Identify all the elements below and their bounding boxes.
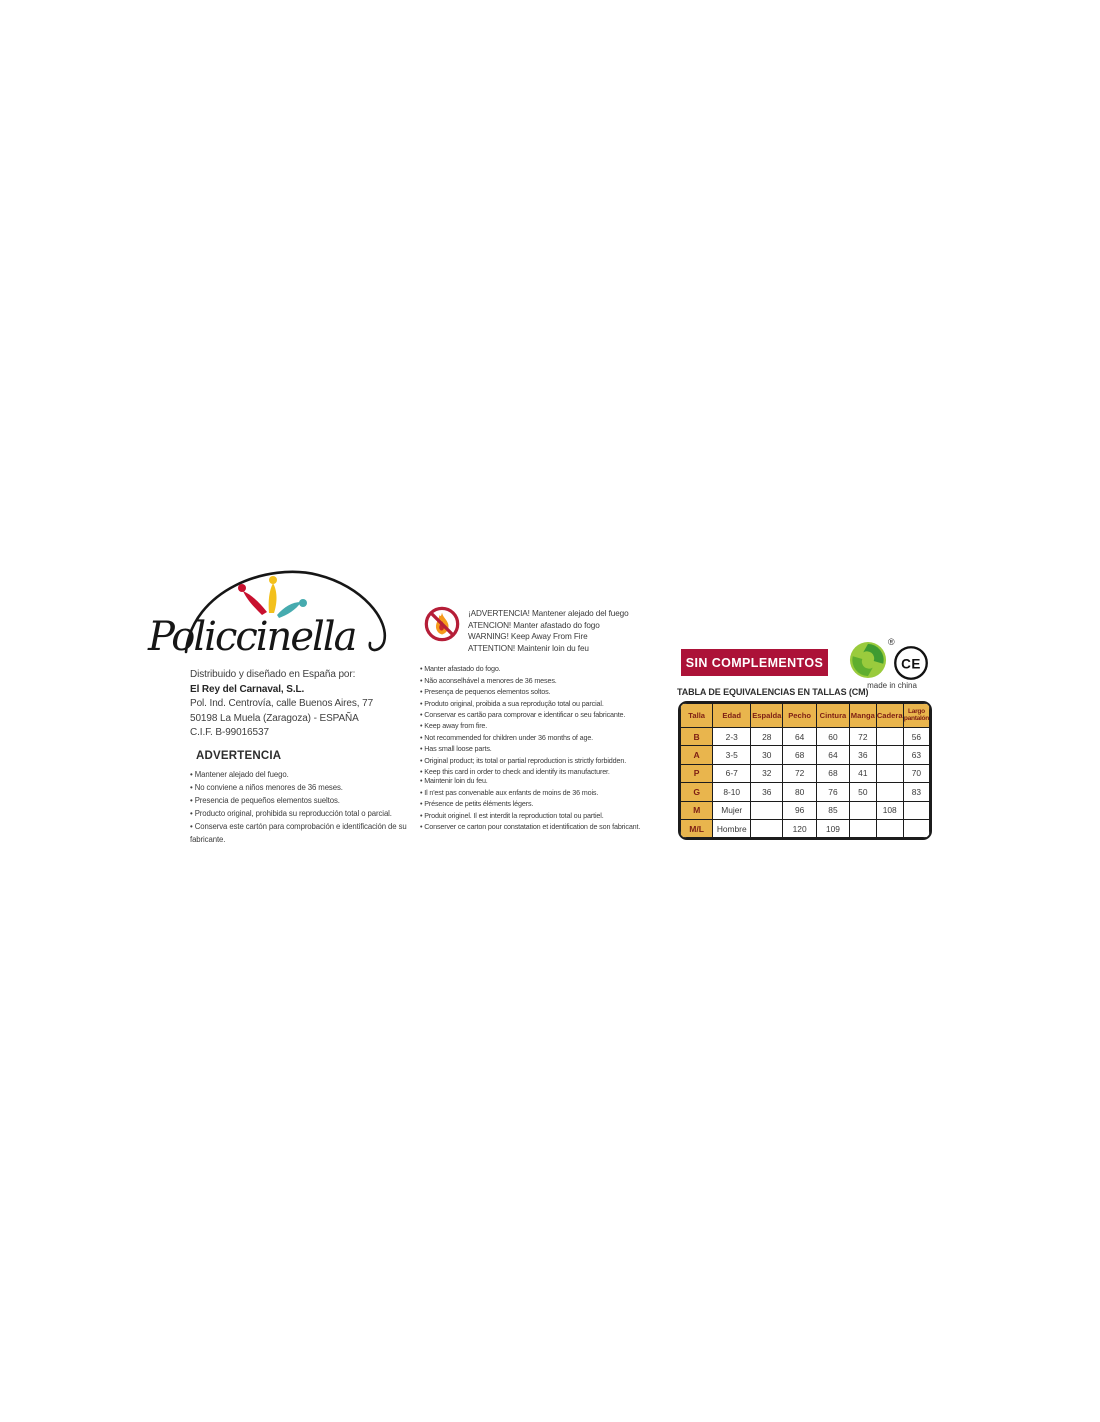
size-value-cell: 3-5 [713,746,751,764]
bullet-item: • Has small loose parts. [420,743,672,755]
size-value-cell: 96 [783,801,816,819]
bullet-item: • Presencia de pequeños elementos sueltos. [190,794,424,807]
size-label-cell: G [681,783,713,801]
bullet-item: • Manter afastado do fogo. [420,663,672,675]
distributor-address-2: 50198 La Muela (Zaragoza) - ESPAÑA [190,712,359,724]
size-value-cell: 68 [816,764,849,782]
bullet-item: • Keep this card in order to check and identify its manufacturer. [420,766,672,778]
size-value-cell: 64 [816,746,849,764]
size-value-cell: 83 [903,783,929,801]
size-value-cell: 8-10 [713,783,751,801]
table-row [681,746,930,764]
size-value-cell [876,764,903,782]
size-table [680,703,930,838]
warn-line-item: WARNING! Keep Away From Fire [468,632,588,642]
bullet-item: • Mantener alejado del fuego. [190,768,424,781]
size-value-cell [903,801,929,819]
logo-wordmark: Policcinella [148,614,356,660]
fire-warning-lines [468,605,648,654]
registered-trademark-symbol: ® [888,637,895,647]
size-value-cell: 120 [783,819,816,837]
size-table-header: Largo pantalón [903,704,929,728]
ce-mark-text: CE [901,656,921,672]
size-label-cell: P [681,764,713,782]
bullet-item: • Il n'est pas convenable aux enfants de moins de 36 mois. [420,787,652,799]
size-value-cell: 63 [903,746,929,764]
size-table-header: Talla [681,704,713,728]
bullet-item: • Not recommended for children under 36 months of age. [420,732,672,744]
size-value-cell: 68 [783,746,816,764]
size-value-cell [876,746,903,764]
bullet-item: • Presença de pequenos elementos soltos. [420,686,672,698]
size-label-cell: B [681,728,713,746]
size-value-cell: 41 [850,764,876,782]
size-table-header: Edad [713,704,751,728]
size-table-header: Manga [850,704,876,728]
no-fire-icon [423,605,461,643]
size-value-cell [751,801,783,819]
size-value-cell: 28 [751,728,783,746]
bullet-item: • Produit originel. Il est interdit la reproduction total ou partiel. [420,810,652,822]
bullet-item: • Conserva este cartón para comprobación e identificación de su fabricante. [190,820,424,846]
table-row [681,801,930,819]
size-label-cell: A [681,746,713,764]
size-value-cell: Hombre [713,819,751,837]
size-value-cell [850,801,876,819]
distributor-intro: Distribuido y diseñado en España por: [190,669,356,680]
size-value-cell: 72 [783,764,816,782]
size-value-cell [876,819,903,837]
distributor-address-1: Pol. Ind. Centrovía, calle Buenos Aires, 77 [190,698,374,710]
size-value-cell: 32 [751,764,783,782]
bullet-item: • Maintenir loin du feu. [420,775,652,787]
policcinella-logo-art [146,558,402,666]
distributor-cif: C.I.F. B-99016537 [190,727,269,739]
size-value-cell: 76 [816,783,849,801]
notices-french [420,775,652,833]
size-value-cell [903,819,929,837]
bullet-item: • No conviene a niños menores de 36 meses. [190,781,424,794]
size-value-cell [876,783,903,801]
sin-complementos-banner: SIN COMPLEMENTOS [681,649,828,676]
table-row [681,783,930,801]
table-row [681,819,930,837]
bullet-item: • Produto original, proibida a sua reprodução total ou parcial. [420,698,672,710]
size-value-cell: 36 [751,783,783,801]
brand-logo [146,558,402,666]
bullet-item: • Original product; its total or partial reproduction is strictly forbidden. [420,755,672,767]
bullet-item: • Producto original, prohibida su reproducción total o parcial. [190,807,424,820]
notices-english [420,720,672,778]
advertencia-list [190,768,424,846]
size-value-cell [850,819,876,837]
size-table-wrapper [678,701,932,840]
warn-line-item: ¡ADVERTENCIA! Mantener alejado del fuego [468,609,629,618]
green-dot-icon [849,641,887,679]
bullet-item: • Présence de petits éléments légers. [420,798,652,810]
size-label-cell: M/L [681,819,713,837]
size-value-cell: 64 [783,728,816,746]
bullet-item: • Keep away from fire. [420,720,672,732]
bullet-item: • Conserver ce carton pour constatation et identification de son fabricant. [420,821,652,833]
fire-warning-header [423,605,648,654]
size-value-cell: 70 [903,764,929,782]
size-value-cell: 56 [903,728,929,746]
made-in-china-label: made in china [867,681,917,690]
bullet-item: • Não aconselhável a menores de 36 meses. [420,675,672,687]
size-table-title: TABLA DE EQUIVALENCIAS EN TALLAS (CM) [677,687,869,697]
size-value-cell: 6-7 [713,764,751,782]
size-value-cell: 85 [816,801,849,819]
size-value-cell [876,728,903,746]
size-table-header: Pecho [783,704,816,728]
distributor-block [190,668,373,741]
advertencia-title: ADVERTENCIA [196,750,282,762]
table-row [681,764,930,782]
size-table-header: Cadera [876,704,903,728]
size-value-cell: 2-3 [713,728,751,746]
size-value-cell: 50 [850,783,876,801]
size-value-cell: 109 [816,819,849,837]
notices-portuguese [420,663,672,721]
size-value-cell: 108 [876,801,903,819]
size-value-cell: 30 [751,746,783,764]
distributor-name: El Rey del Carnaval, S.L. [190,683,305,695]
warn-line-item: ATTENTION! Maintenir loin du feu [468,643,589,653]
ce-mark-icon [893,645,929,681]
jester-hat-icon [238,576,307,618]
size-table-header: Espalda [751,704,783,728]
size-value-cell: Mujer [713,801,751,819]
size-value-cell: 80 [783,783,816,801]
size-value-cell: 72 [850,728,876,746]
size-label-cell: M [681,801,713,819]
size-value-cell [751,819,783,837]
size-value-cell: 60 [816,728,849,746]
bullet-item: • Conservar es cartão para comprovar e identificar o seu fabricante. [420,709,672,721]
size-value-cell: 36 [850,746,876,764]
table-row [681,728,930,746]
warn-line-item: ATENCION! Manter afastado do fogo [468,620,600,630]
size-table-header: Cintura [816,704,849,728]
